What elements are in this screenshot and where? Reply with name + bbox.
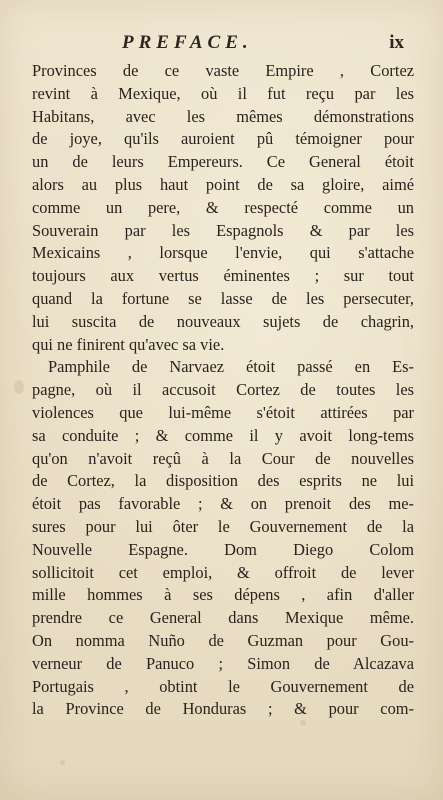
text-line: de joye, qu'ils auroient pû témoigner pour [32,129,414,149]
paragraph [32,356,414,721]
page-number: ix [389,32,404,53]
text-line: Nouvelle Espagne. Dom Diego Colom [32,539,414,559]
text-line: On nomma Nuño de Guzman pour Gou- [32,630,414,650]
text-line: Souverain par les Espagnols & par les [32,220,414,240]
text-line: alors au plus haut point de sa gloire, aimé [32,174,414,194]
text-line: lui suscita de nouveaux sujets de chagrin, [32,311,414,331]
text-line: qu'on n'avoit reçû à la Cour de nouvelles [32,448,414,468]
text-line: verneur de Panuco ; Simon de Alcazava [32,653,414,673]
text-line: de Cortez, la disposition des esprits ne lui [32,471,414,491]
text-line: sa conduite ; & comme il y avoit long-tems [32,425,414,445]
text-line: comme un pere, & respecté comme un [32,197,414,217]
text-line: un de leurs Empereurs. Ce General étoit [32,152,414,172]
text-line: sures pour lui ôter le Gouvernement de la [32,516,414,536]
text-line: toujours aux vertus éminentes ; sur tout [32,266,414,286]
text-line: violences que lui-même s'étoit attirées par [32,402,414,422]
text-line: Portugais , obtint le Gouvernement de [32,676,414,696]
paper-stain [14,380,24,394]
text-line: étoit pas favorable ; & on prenoit des me- [32,494,414,514]
text-line: prendre ce General dans Mexique même. [32,608,414,628]
text-line: quand la fortune se lasse de les persecuter, [32,288,414,308]
text-line: mille hommes à ses dépens , afin d'aller [32,585,414,605]
paper-stain [60,760,65,765]
text-line: Habitans, avec les mêmes démonstrations [32,106,414,126]
text-line: Provinces de ce vaste Empire , Cortez [32,61,414,80]
text-line: Pamphile de Narvaez étoit passé en Es- [48,357,414,377]
body-text [32,60,414,721]
text-line: revint à Mexique, où il fut reçu par les [32,83,414,103]
text-line: qui ne finirent qu'avec sa vie. [32,334,225,354]
text-line: pagne, où il accusoit Cortez de toutes les [32,380,414,400]
text-line: sollicitoit cet emploi, & offroit de lever [32,562,414,582]
text-line: la Province de Honduras ; & pour com- [32,699,414,719]
paragraph [32,60,414,356]
running-title: PREFACE. [122,32,253,53]
page-header [32,32,410,58]
text-line: Mexicains , lorsque l'envie, qui s'attache [32,243,414,263]
